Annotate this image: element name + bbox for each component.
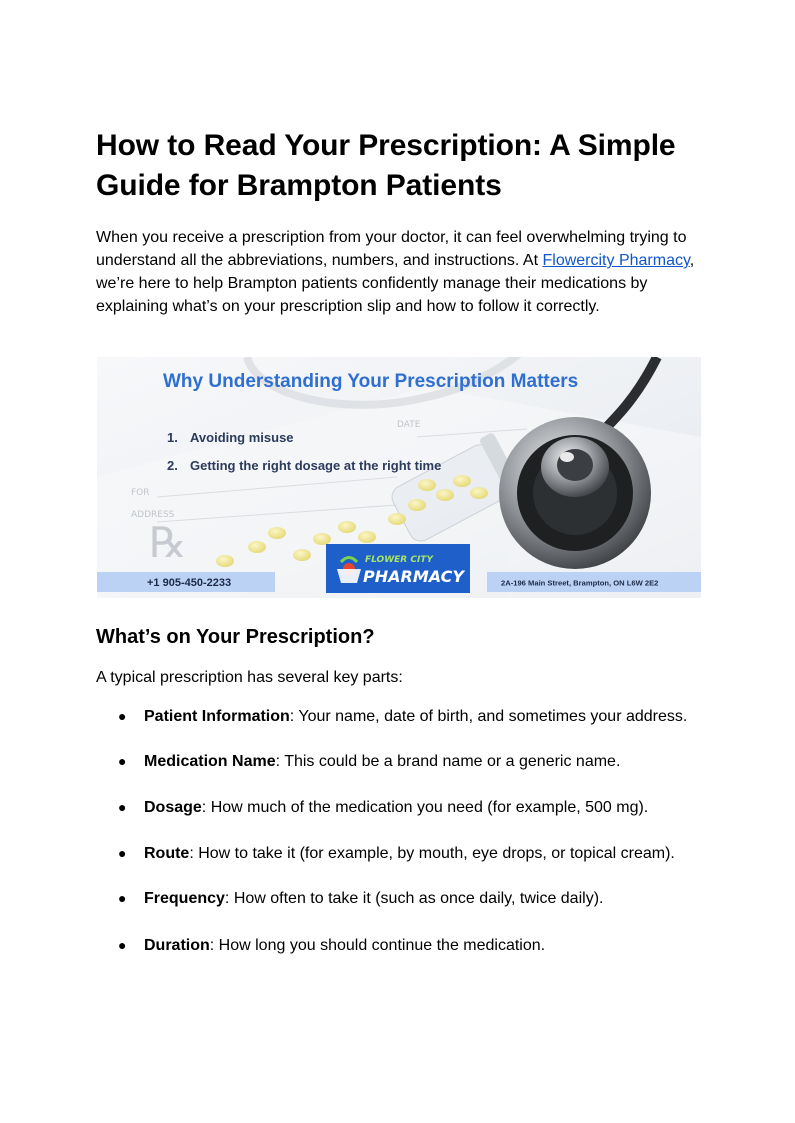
- section-lead: A typical prescription has several key parts:: [96, 669, 403, 686]
- banner-phone: +1 905-450-2233: [147, 577, 232, 589]
- bullet-icon: ●: [118, 708, 127, 724]
- item-label: Dosage: [144, 799, 202, 816]
- prescription-parts-list: [96, 705, 706, 957]
- item-label: Medication Name: [144, 753, 276, 770]
- item-label: Duration: [144, 937, 210, 954]
- bullet-icon: ●: [118, 753, 127, 769]
- banner-item-1-number: 1.: [167, 430, 178, 445]
- list-item-route: [96, 842, 706, 865]
- banner-item-2-text: Getting the right dosage at the right time: [190, 458, 442, 473]
- item-text: : Your name, date of birth, and sometimes your address.: [289, 708, 688, 725]
- list-item-duration: [96, 934, 706, 957]
- item-label: Frequency: [144, 890, 225, 907]
- banner-item-1-text: Avoiding misuse: [190, 430, 294, 445]
- form-for-label: FOR: [131, 488, 150, 498]
- bullet-icon: ●: [118, 890, 127, 906]
- bullet-icon: ●: [118, 845, 127, 861]
- intro-text-start: When you receive a prescription from your doctor, it can feel overwhelming trying to understand all the abbreviations, numbers, and instructions. At: [96, 229, 687, 269]
- item-text: : How to take it (for example, by mouth, eye drops, or topical cream).: [189, 845, 675, 862]
- flower-city-pharmacy-logo: [326, 544, 470, 593]
- bullet-icon: ●: [118, 937, 127, 953]
- form-address-label: ADDRESS: [131, 510, 175, 520]
- item-label: Patient Information: [144, 708, 290, 725]
- banner-graphic: [97, 357, 701, 598]
- rx-symbol: ℞: [149, 518, 187, 567]
- item-text: : How long you should continue the medication.: [209, 937, 546, 954]
- banner-image: [97, 357, 701, 598]
- list-item-frequency: [96, 887, 706, 910]
- item-text: : This could be a brand name or a generic name.: [275, 753, 621, 770]
- flowercity-pharmacy-link[interactable]: Flowercity Pharmacy: [542, 252, 690, 269]
- intro-text-end: , we’re here to help Brampton patients confidently manage their medications by explaining what’s on your prescription slip and how to follow it correctly.: [96, 252, 695, 315]
- list-item-medication-name: [96, 750, 706, 773]
- item-text: : How often to take it (such as once daily, twice daily).: [224, 890, 604, 907]
- page-title: How to Read Your Prescription: A Simple Guide for Brampton Patients: [96, 129, 676, 202]
- item-text: : How much of the medication you need (for example, 500 mg).: [201, 799, 649, 816]
- item-label: Route: [144, 845, 190, 862]
- form-date-label: DATE: [397, 420, 421, 430]
- section-heading: What’s on Your Prescription?: [96, 626, 375, 648]
- bullet-icon: ●: [118, 799, 127, 815]
- list-item-patient-information: [96, 705, 706, 728]
- intro-paragraph: [96, 226, 696, 318]
- list-item-dosage: [96, 796, 706, 819]
- banner-item-2-number: 2.: [167, 458, 178, 473]
- banner-heading: Why Understanding Your Prescription Matters: [163, 371, 579, 392]
- banner-address: 2A-196 Main Street, Brampton, ON L6W 2E2: [501, 578, 659, 588]
- logo-top-text: FLOWER CITY: [365, 555, 433, 565]
- logo-bottom-text: PHARMACY: [363, 567, 464, 586]
